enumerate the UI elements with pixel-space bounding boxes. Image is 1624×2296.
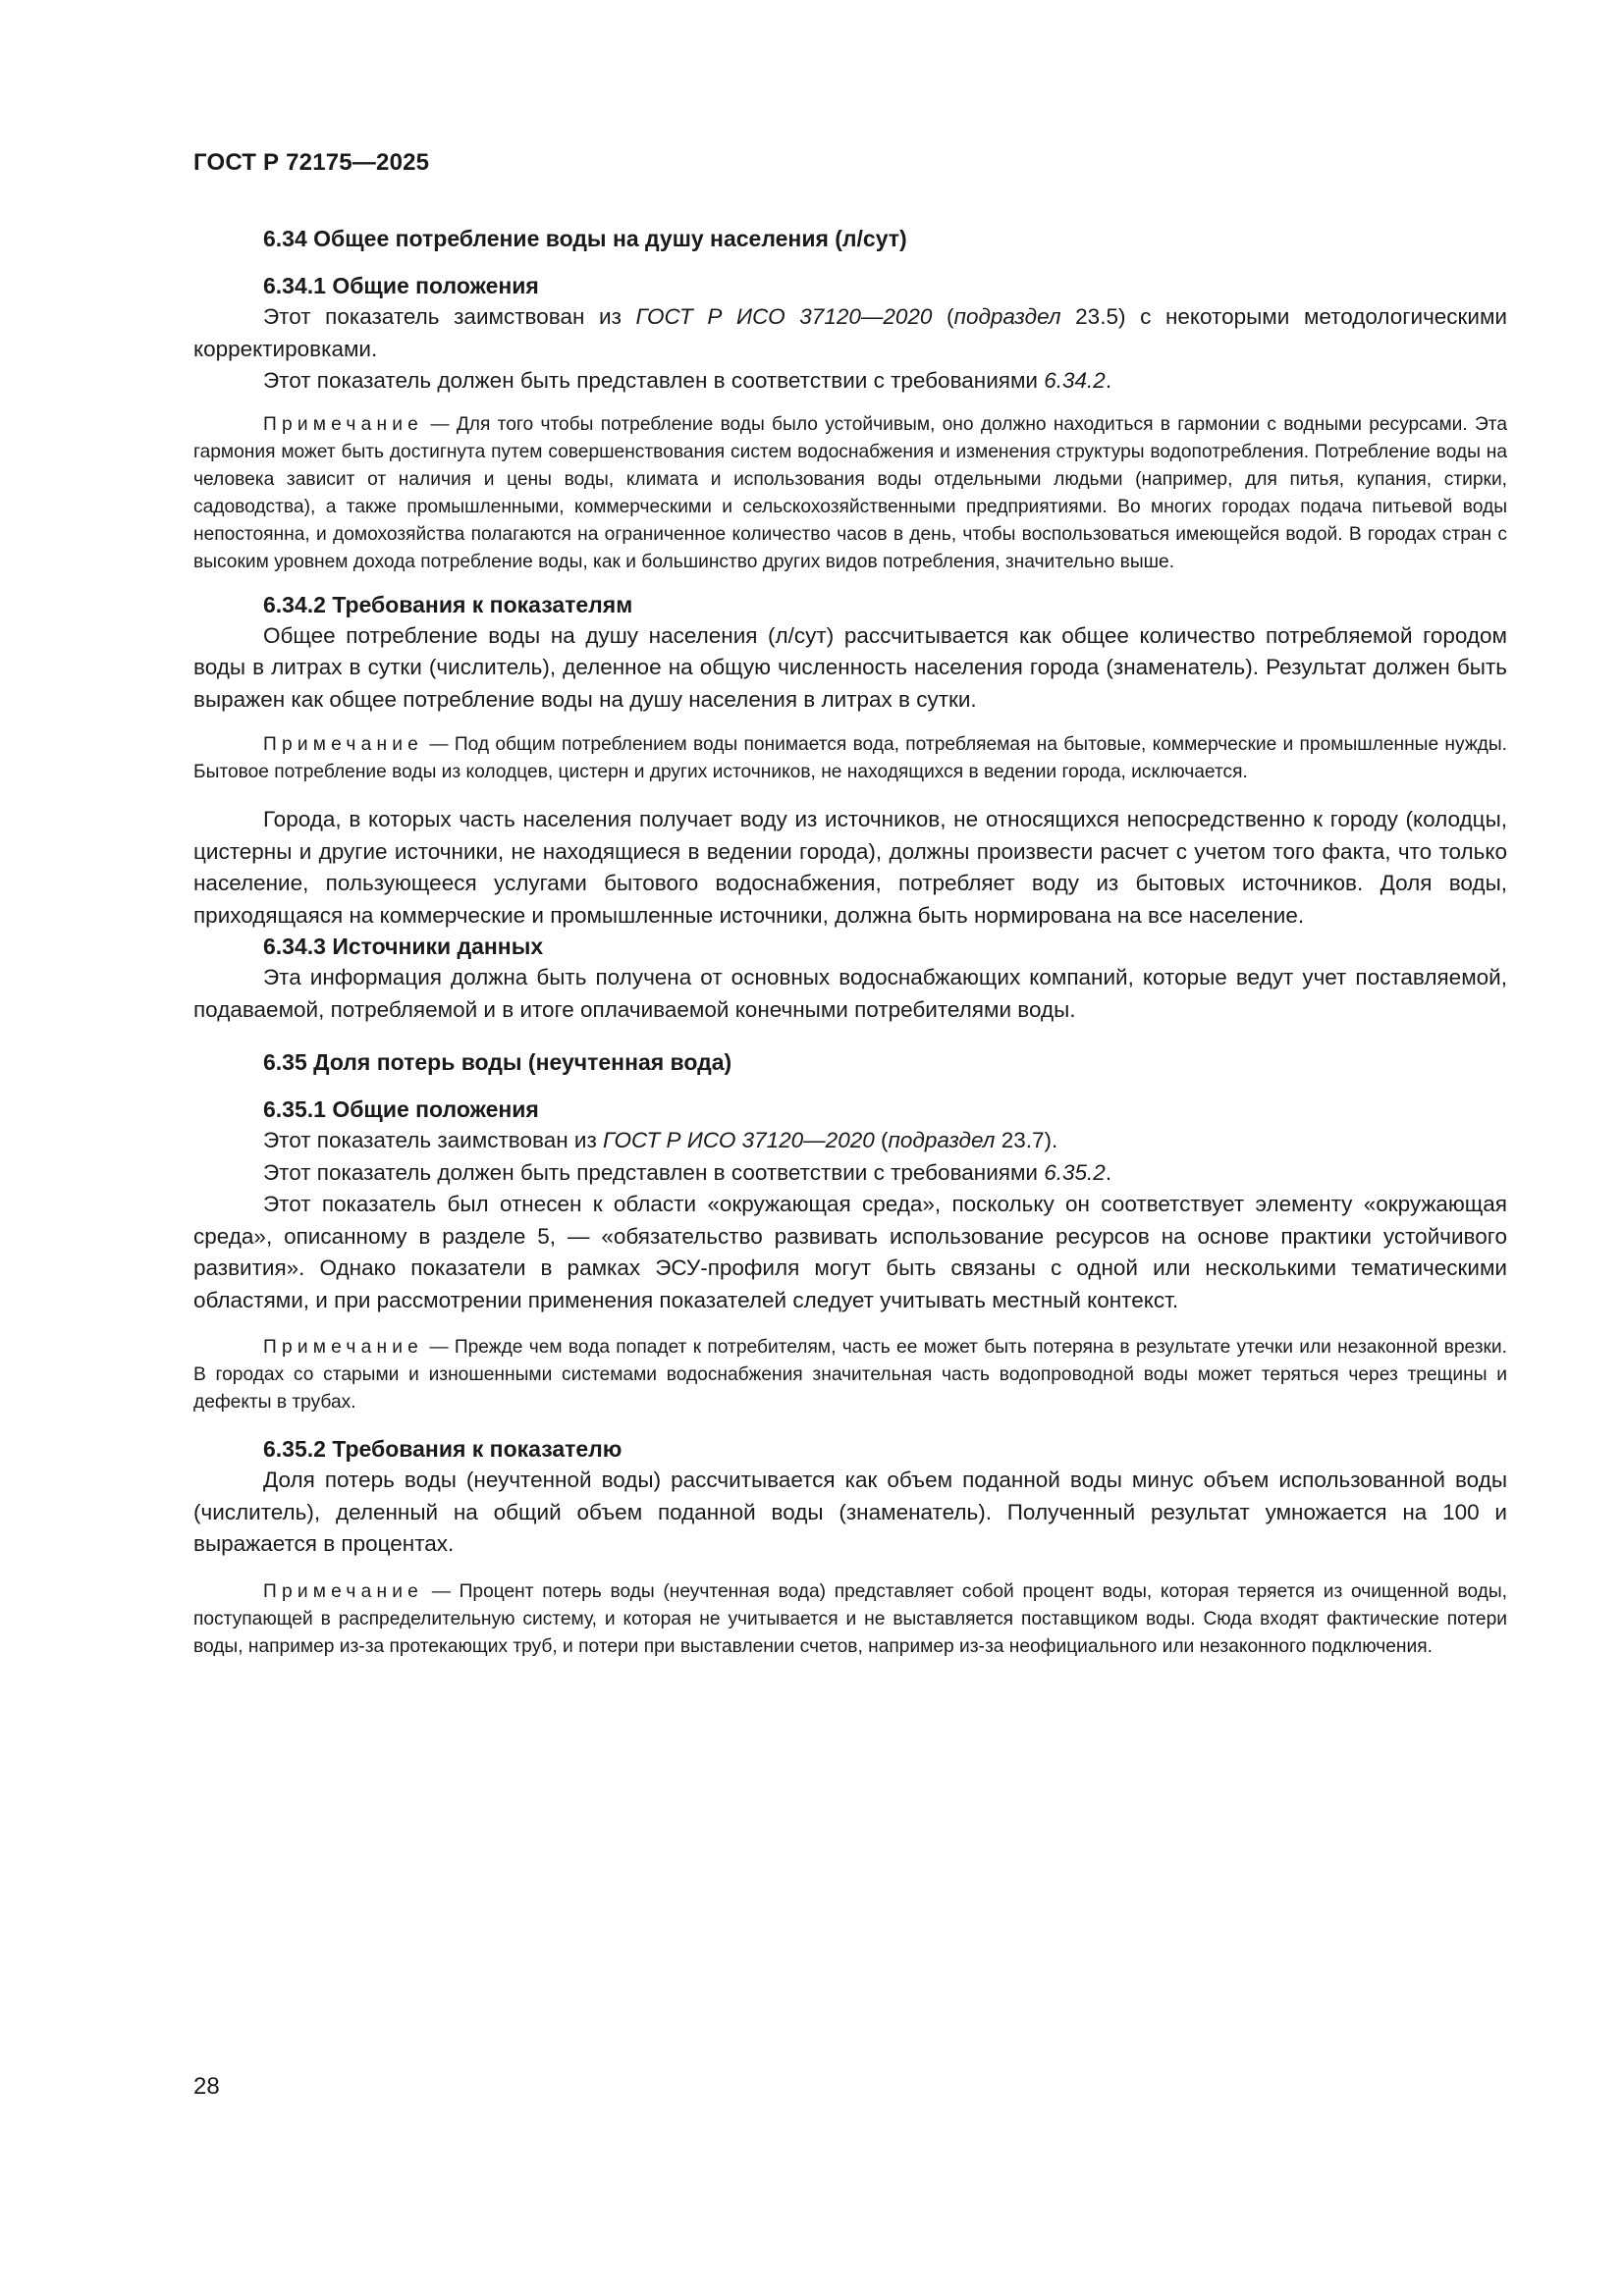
note — [193, 731, 1507, 786]
section-heading-6-34: 6.34 Общее потребление воды на душу населения (л/сут) — [263, 226, 907, 251]
note — [193, 411, 1507, 576]
text: ( — [874, 1128, 889, 1152]
note-label: Примечание — [263, 413, 424, 435]
paragraph: Доля потерь воды (неучтенной воды) рассчитывается как объем поданной воды минус объем использованной воды (числитель), деленный на общий объем поданной воды (знаменатель). Полученный результат умножается на 100 и выражается в процентах. — [193, 1468, 1507, 1556]
subsection-heading-6-35-2: 6.35.2 Требования к показателю — [263, 1436, 623, 1462]
cross-reference: 6.35.2 — [1044, 1159, 1106, 1185]
note-label: Примечание — [263, 734, 424, 755]
text: . — [1105, 368, 1112, 393]
note — [193, 1578, 1507, 1661]
note-label: Примечание — [263, 1580, 424, 1602]
text: Этот показатель должен быть представлен в соответствии с требованиями — [263, 1159, 1045, 1185]
cross-reference: 6.34.2 — [1044, 368, 1106, 393]
paragraph: Эта информация должна быть получена от основных водоснабжающих компаний, которые ведут учет поставляемой, подаваемой, потребляемой и в итоге оплачиваемой конечными потребителями воды. — [193, 965, 1507, 1022]
paragraph — [193, 1125, 1507, 1157]
paragraph: Этот показатель был отнесен к области «окружающая среда», поскольку он соответствует элементу «окружающая среда», описанному в разделе 5, — «обязательство развивать использование ресурсов на основе практики устойчивого развития». Однако показатели в рамках ЭСУ-профиля могут быть связаны с одной или несколькими тематическими областями, и при рассмотрении применения показателей следует учитывать местный контекст. — [193, 1192, 1507, 1312]
subsection-heading-6-34-1: 6.34.1 Общие положения — [263, 273, 539, 298]
paragraph: Общее потребление воды на душу населения (л/сут) рассчитывается как общее количество потребляемой городом воды в литрах в сутки (числитель), деленное на общую численность населения города (знаменатель). Результат должен быть выражен как общее потребление воды на душу населения в литрах в сутки. — [193, 622, 1507, 712]
text: 23.7). — [995, 1128, 1058, 1152]
paragraph — [193, 365, 1507, 398]
document-header: ГОСТ Р 72175—2025 — [193, 149, 430, 176]
page-content — [193, 224, 1507, 1675]
note-label: Примечание — [263, 1337, 424, 1358]
note-text: — Под общим потреблением воды понимается вода, потребляемая на бытовые, коммерческие и промышленные нужды. Бытовое потребление воды из колодцев, цистерн и других источников, не находящихся в ведении города, исключается. — [193, 734, 1507, 782]
paragraph: Города, в которых часть населения получает воду из источников, не относящихся непосредственно к городу (колодцы, цистерны и другие источники, не находящиеся в ведении города), должны произвести расчет с учетом того факта, что только население, пользующееся услугами бытового водоснабжения, потребляет воду из бытовых источников. Доля воды, приходящаяся на коммерческие и промышленные источники, должна быть нормирована на все население. — [193, 807, 1507, 928]
standard-reference: ГОСТ Р ИСО 37120—2020 — [603, 1128, 875, 1152]
text: Этот показатель заимствован из — [263, 1128, 604, 1152]
text: . — [1105, 1159, 1112, 1185]
note-text: — Прежде чем вода попадет к потребителям, часть ее может быть потеряна в результате утечки или незаконной врезки. В городах со старыми и изношенными системами водоснабжения значительная часть водопроводной воды может теряться через трещины и дефекты в трубах. — [193, 1337, 1507, 1413]
note-text: — Для того чтобы потребление воды было устойчивым, оно должно находиться в гармонии с водными ресурсами. Эта гармония может быть достигнута путем совершенствования систем водоснабжения и изменения структуры водопотребления. Потребление воды на человека зависит от наличия и цены воды, климата и использования воды отдельными людьми (например, для питья, купания, стирки, садоводства), а также промышленными, коммерческими и сельскохозяйственными предприятиями. Во многих городах подача питьевой воды непостоянна, и домохозяйства полагаются на ограниченное количество часов в день, чтобы воспользоваться имеющейся водой. В городах стран с высоким уровнем дохода потребление воды, как и большинство других видов потребления, значительно выше. — [193, 413, 1507, 572]
subsection-heading-6-34-2: 6.34.2 Требования к показателям — [263, 591, 633, 617]
note-text: — Процент потерь воды (неучтенная вода) представляет собой процент воды, которая теряется из очищенной воды, поступающей в распределительную систему, и которая не учитывается и не выставляется поставщиком воды. Сюда входят фактические потери воды, например из-за протекающих труб, и потери при выставлении счетов, например из-за неофициального или незаконного подключения. — [193, 1580, 1507, 1657]
section-heading-6-35: 6.35 Доля потерь воды (неучтенная вода) — [263, 1049, 732, 1075]
text: ( — [932, 304, 954, 329]
note — [193, 1334, 1507, 1416]
subsection-word: подраздел — [953, 304, 1061, 329]
subsection-heading-6-34-3: 6.34.3 Источники данных — [263, 934, 544, 959]
text: 23.5) с некоторыми методологическими корректировками. — [193, 304, 1508, 361]
text: Этот показатель должен быть представлен в соответствии с требованиями — [263, 368, 1045, 393]
standard-reference: ГОСТ Р ИСО 37120—2020 — [635, 304, 933, 329]
page-number: 28 — [193, 2073, 220, 2100]
text: Этот показатель заимствован из — [263, 304, 636, 329]
paragraph — [193, 1157, 1507, 1190]
subsection-heading-6-35-1: 6.35.1 Общие положения — [263, 1096, 539, 1122]
subsection-word: подраздел — [888, 1128, 996, 1152]
paragraph — [193, 301, 1507, 365]
